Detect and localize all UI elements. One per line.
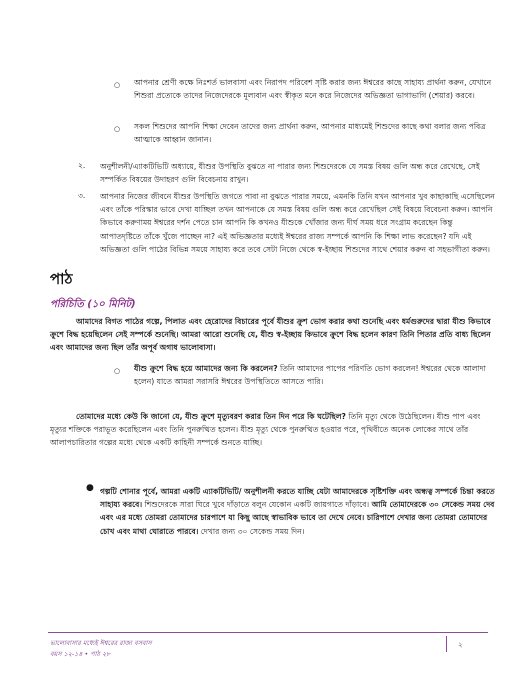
prep-bullet-2: সকল শিশুদের আপনি শিক্ষা দেবেন তাদের জন্য প্রার্থনা করুন, আপনার মাধ্যমেই শিশুদের কাছে কথা বলার জন্য পবিত্র আত্মাকে আহ্বান জানান। <box>134 122 486 145</box>
section-subheading: পরিচিতি (১০ মিনিট) <box>50 299 136 310</box>
footer-divider <box>48 632 488 633</box>
activity-bullet <box>100 485 495 538</box>
list-number: ২. <box>78 161 86 170</box>
activity-intro: গল্পটি শোনার পূর্বে, আমরা একটি এ্যাকটিভিটি/ অনুশীলনী করতে যাচ্ছি যেটা আমাদেরকে সৃষ্টিশক্তি এবং অন্ধত্ব সম্পর্কে চিন্তা করতে সাহায্য করবে। <box>100 487 495 510</box>
intro-bullet-question: যীশু ক্রুশে বিদ্ধ হয়ে আমাদের জন্য কি করলেন? <box>134 364 278 373</box>
activity-instruction: শিশুদেরকে সারা ঘিরে খুবে দাঁড়াতে বলুন যেকোন একটি জায়গাতে দাঁড়াবে। <box>142 500 372 510</box>
footer-title: ভালোবাসার মধ্যেই ঈশ্বরের রাজ্য বসবাস <box>50 639 152 647</box>
section-heading: পাঠ <box>50 270 73 288</box>
intro-bullet-answer: তিনি আমাদের পাপের পরিণতি ভোগ করলেন! ঈশ্বরের থেকে আলাদা হলেন) যাতে আমরা সরাসরি ঈশ্বরের উপস্থিতিতে আসতে পারি। <box>134 364 486 387</box>
circle-bullet-icon: ○ <box>114 367 121 375</box>
prep-item-3: আপনার নিজের জীবনে যীশুর উপস্থিতি জগতে পাবা না বুঝতে পারার সময়ে, এমনকি তিনি যখন আপনার খুব কাছাকাছি এসেছিলেন এবং তাঁকে পরিস্কার ভাবে দেখা যাচ্ছিল তখন আপনাকে যে সমস্ত বিষয় গুলি অন্ধ করে রেখেছিল সেই বিষয়ে বিবেচনা করুন। আপনি কিভাবে করুণাময় ঈশ্বরের দর্শন পেতে চান আপনি কি কখনও যীশুকে খোঁজার জন্য দীর্ঘ সময় ধরে সংগ্রাম করেছেন কিন্তু আপাতদৃষ্টিতে তাঁকে খুঁজে পাচ্ছেন না? এই অভিজ্ঞতার মধ্যেই ঈশ্বরের রাজ্য সম্পর্কে আপনি কি শিক্ষা লাভ করেছেন? যদি এই অভিজ্ঞতা গুলি পাঠের বিভিন্ন সময়ে সাহায্য করে তবে সেটা নিজে থেকে স্ব-ইচ্ছায় শিশুদের সাথে শেয়ার করুন বা সহভাগীতা করুন। <box>100 192 495 254</box>
activity-timing: দেখার জন্য ৩০ সেকেন্ড সময় দিন। <box>198 526 305 536</box>
dot-bullet-icon: ● <box>86 483 94 493</box>
footer-subtitle: বয়স ১২-১৪ • পাঠ ২৮ <box>50 650 111 658</box>
intro-answer: তিনি মৃত্যু থেকে উঠেছিলেন। যীশু পাপ এবং মৃত্যুর শক্তিকে পরাভূত করেছিলেন এবং তিনি পুনরুত্থিত হলেন। যীশু মৃত্যু থেকে পুনরুত্থিত হওয়ার পরে, পৃথিবীতে অনেক লোকের সাথে তাঁর আলাপচারিতার গল্পের মধ্যে থেকে একটি কাহিনী সম্পর্কে শুনতে যাচ্ছি। <box>50 412 481 448</box>
intro-question: তোমাদের মধ্যে কেউ কি জানো যে, যীশু ক্রুশে মৃত্যুবরণ করার তিন দিন পরে কি ঘটেছিল? <box>76 412 346 421</box>
prep-item-2: অনুশীলনী/এ্যাকটিভিটি অধ্যায়ে, যীশুর উপস্থিতি বুঝতে না পারার জন্য শিশুদেরকে যে সমস্ত বিষয় গুলি অন্ধ করে রেখেছে, সেই সম্পর্কিত বিষয়ের উদাহরণ গুলি বিবেচনায় রাখুন। <box>100 162 480 185</box>
circle-bullet-icon: ○ <box>114 125 121 133</box>
intro-paragraph-2 <box>50 410 494 450</box>
activity-script: আমি তোমাদেরকে ৩০ সেকেন্ড সময় দেব এবং এর মধ্যে তোমরা তোমাদের চারপাশে যা কিছু আছে স্বাভাবিক ভাবে তা দেখে নেবে। চারিপাশে দেখার জন্য তোমরা তোমাদের চোখ এবং মাথা ঘোরাতে পারবে। <box>100 500 495 536</box>
intro-bullet <box>134 362 494 388</box>
prep-bullet-1: আপনার শ্রেণী কক্ষে নিঃশর্ত ভালবাসা এবং নিরাপদ পরিবেশ সৃষ্টি করার জন্য ঈশ্বরের কাছে সাহায্য প্রার্থনা করুন, যেখানে শিশুরা প্রত্যেকে তাদের নিজেদেরকে মূল্যবান এবং স্বীকৃত মনে করে নিজেদের অভিজ্ঞতা ভাগাভাগি (শেয়ার) করবে। <box>134 78 492 101</box>
circle-bullet-icon: ○ <box>114 81 121 89</box>
page-number: ২ <box>458 641 463 649</box>
list-number: ৩. <box>78 191 86 200</box>
intro-paragraph-1: আমাদের বিগত পাঠের গল্পে, পিলাত এবং হেরোদের বিচারের পূর্বে যীশুর ক্রুশ ভোগ করার কথা শুনেছি এবং ধর্মগুরুদের দ্বারা যীশু কিভাবে ক্রুশে বিদ্ধ হয়েছিলেন সেই সম্পর্কে শুনেছি। আমরা আরো শুনেছি যে, যীশু স্ব-ইচ্ছায় কিভাবে ক্রুশে বিদ্ধ হলেন কারণ তিনি পিতার প্রতি বাধ্য ছিলেন এবং আমাদের জন্য ছিল তাঁর অপূর্ব অগাধ ভালোবাসা। <box>50 317 491 353</box>
footer-separator <box>446 636 447 652</box>
